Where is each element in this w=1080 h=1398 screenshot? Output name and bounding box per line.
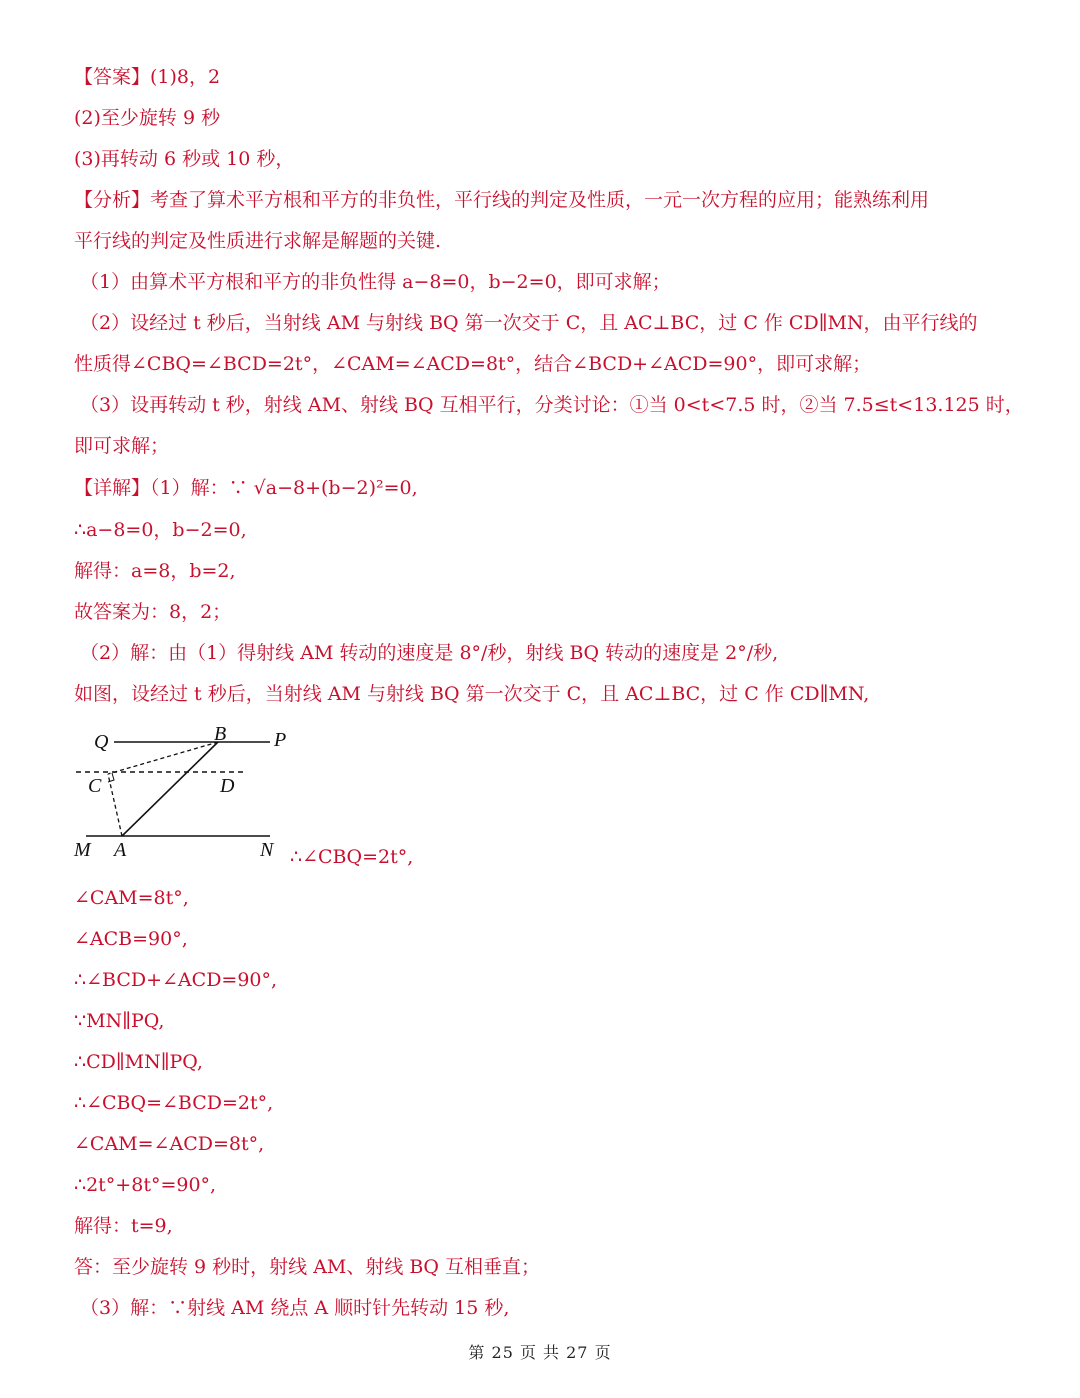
- detail-line-1: 【详解】（1）解：∵ √a−8+(b−2)²=0,: [74, 477, 418, 499]
- analysis-line-2: 平行线的判定及性质进行求解是解题的关键.: [74, 230, 442, 252]
- proof-line-1: ∠CAM=8t°,: [74, 887, 189, 909]
- proof-line-10: 答：至少旋转 9 秒时，射线 AM、射线 BQ 互相垂直；: [74, 1256, 541, 1278]
- label-a: A: [114, 839, 127, 861]
- analysis-step-1: （1）由算术平方根和平方的非负性得 a−8=0，b−2=0，即可求解；: [80, 271, 671, 293]
- label-m: M: [74, 839, 91, 861]
- answer-line-2: (2)至少旋转 9 秒: [74, 107, 221, 129]
- detail-line-3: 解得：a=8，b=2,: [74, 560, 236, 582]
- proof-line-4: ∵MN∥PQ,: [74, 1010, 165, 1032]
- detail-line-6: 如图，设经过 t 秒后，当射线 AM 与射线 BQ 第一次交于 C，且 AC⊥BC，过 C 作 CD∥MN,: [74, 683, 870, 705]
- detail-line-4: 故答案为：8，2；: [74, 601, 232, 623]
- analysis-step-2b: 性质得∠CBQ=∠BCD=2t°，∠CAM=∠ACD=8t°，结合∠BCD+∠ACD=90°，即可求解；: [74, 353, 872, 375]
- proof-line-7: ∠CAM=∠ACD=8t°,: [74, 1133, 265, 1155]
- proof-line-9: 解得：t=9,: [74, 1215, 173, 1237]
- segment-ac: [108, 774, 122, 836]
- geometry-figure: [70, 722, 290, 866]
- label-b: B: [214, 723, 227, 745]
- proof-line-2: ∠ACB=90°,: [74, 928, 188, 950]
- proof-line-8: ∴2t°+8t°=90°,: [74, 1174, 217, 1196]
- analysis-step-2a: （2）设经过 t 秒后，当射线 AM 与射线 BQ 第一次交于 C，且 AC⊥BC，过 C 作 CD∥MN，由平行线的: [80, 312, 978, 334]
- proof-line-11: （3）解：∵射线 AM 绕点 A 顺时针先转动 15 秒,: [80, 1297, 510, 1319]
- label-d: D: [220, 775, 235, 797]
- analysis-step-3a: （3）设再转动 t 秒，射线 AM、射线 BQ 互相平行，分类讨论：①当 0<t<7.5 时，②当 7.5≤t<13.125 时，: [80, 394, 1024, 416]
- page-footer: 第 25 页 共 27 页: [468, 1343, 612, 1362]
- answer-line-1: 【答案】(1)8，2: [74, 66, 221, 88]
- label-q: Q: [94, 731, 109, 753]
- analysis-line-1: 【分析】考查了算术平方根和平方的非负性，平行线的判定及性质，一元一次方程的应用；能熟练利用: [74, 189, 930, 211]
- detail-line-5: （2）解：由（1）得射线 AM 转动的速度是 8°/秒，射线 BQ 转动的速度是 2°/秒,: [80, 642, 779, 664]
- detail-line-2: ∴a−8=0，b−2=0,: [74, 519, 247, 541]
- label-p: P: [274, 729, 287, 751]
- proof-line-5: ∴CD∥MN∥PQ,: [74, 1051, 203, 1073]
- analysis-step-3b: 即可求解；: [74, 435, 170, 457]
- figure-caption: ∴∠CBQ=2t°,: [290, 846, 414, 868]
- answer-line-3: (3)再转动 6 秒或 10 秒，: [74, 148, 295, 170]
- proof-line-6: ∴∠CBQ=∠BCD=2t°,: [74, 1092, 274, 1114]
- geometry-diagram: [70, 722, 290, 866]
- label-n: N: [260, 839, 274, 861]
- label-c: C: [88, 775, 102, 797]
- proof-line-3: ∴∠BCD+∠ACD=90°,: [74, 969, 278, 991]
